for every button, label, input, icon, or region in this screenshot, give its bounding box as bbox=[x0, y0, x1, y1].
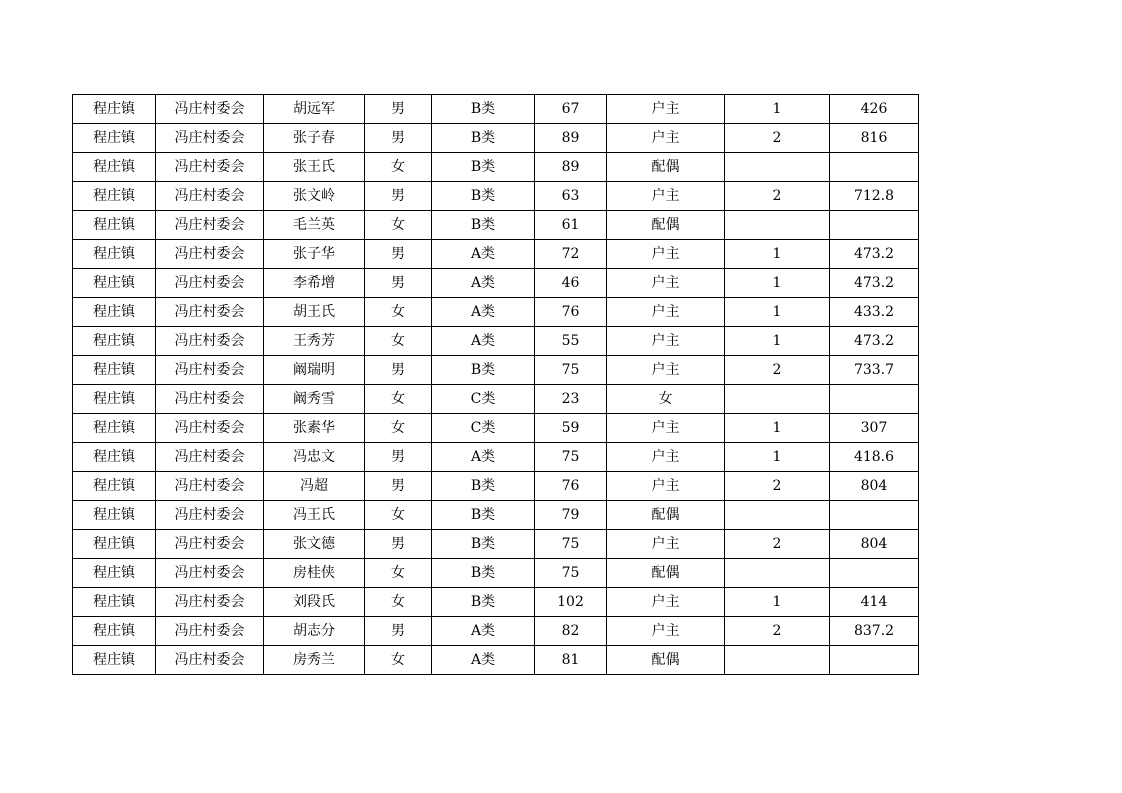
category-cell: B类 bbox=[432, 211, 535, 240]
gender-cell: 女 bbox=[365, 153, 432, 182]
amount-cell: 414 bbox=[830, 588, 919, 617]
relation-cell: 户主 bbox=[607, 124, 725, 153]
household-size-cell: 1 bbox=[725, 240, 830, 269]
relation-cell: 配偶 bbox=[607, 153, 725, 182]
relation-cell: 户主 bbox=[607, 327, 725, 356]
amount-cell bbox=[830, 385, 919, 414]
town-cell: 程庄镇 bbox=[73, 327, 156, 356]
village-committee-cell: 冯庄村委会 bbox=[156, 588, 264, 617]
name-cell: 王秀芳 bbox=[264, 327, 365, 356]
relation-cell: 户主 bbox=[607, 356, 725, 385]
table-row bbox=[73, 646, 919, 675]
age-cell: 76 bbox=[535, 472, 607, 501]
age-cell: 89 bbox=[535, 153, 607, 182]
town-cell: 程庄镇 bbox=[73, 182, 156, 211]
town-cell: 程庄镇 bbox=[73, 211, 156, 240]
name-cell: 李希增 bbox=[264, 269, 365, 298]
name-cell: 房秀兰 bbox=[264, 646, 365, 675]
relation-cell: 配偶 bbox=[607, 211, 725, 240]
age-cell: 75 bbox=[535, 356, 607, 385]
table-row bbox=[73, 559, 919, 588]
age-cell: 89 bbox=[535, 124, 607, 153]
village-committee-cell: 冯庄村委会 bbox=[156, 356, 264, 385]
town-cell: 程庄镇 bbox=[73, 559, 156, 588]
category-cell: B类 bbox=[432, 153, 535, 182]
category-cell: A类 bbox=[432, 327, 535, 356]
gender-cell: 男 bbox=[365, 443, 432, 472]
gender-cell: 男 bbox=[365, 124, 432, 153]
town-cell: 程庄镇 bbox=[73, 530, 156, 559]
age-cell: 82 bbox=[535, 617, 607, 646]
amount-cell bbox=[830, 153, 919, 182]
gender-cell: 男 bbox=[365, 182, 432, 211]
name-cell: 阚秀雪 bbox=[264, 385, 365, 414]
age-cell: 61 bbox=[535, 211, 607, 240]
name-cell: 阚瑞明 bbox=[264, 356, 365, 385]
amount-cell: 804 bbox=[830, 530, 919, 559]
household-size-cell: 1 bbox=[725, 95, 830, 124]
age-cell: 67 bbox=[535, 95, 607, 124]
relation-cell: 户主 bbox=[607, 298, 725, 327]
town-cell: 程庄镇 bbox=[73, 414, 156, 443]
gender-cell: 男 bbox=[365, 240, 432, 269]
household-size-cell bbox=[725, 501, 830, 530]
table-row bbox=[73, 588, 919, 617]
amount-cell: 473.2 bbox=[830, 327, 919, 356]
village-committee-cell: 冯庄村委会 bbox=[156, 472, 264, 501]
town-cell: 程庄镇 bbox=[73, 269, 156, 298]
amount-cell: 804 bbox=[830, 472, 919, 501]
relation-cell: 户主 bbox=[607, 182, 725, 211]
relation-cell: 户主 bbox=[607, 588, 725, 617]
category-cell: A类 bbox=[432, 646, 535, 675]
household-size-cell: 2 bbox=[725, 617, 830, 646]
amount-cell: 433.2 bbox=[830, 298, 919, 327]
relation-cell: 户主 bbox=[607, 414, 725, 443]
table-row bbox=[73, 501, 919, 530]
village-committee-cell: 冯庄村委会 bbox=[156, 269, 264, 298]
town-cell: 程庄镇 bbox=[73, 443, 156, 472]
relation-cell: 户主 bbox=[607, 95, 725, 124]
town-cell: 程庄镇 bbox=[73, 472, 156, 501]
category-cell: A类 bbox=[432, 443, 535, 472]
gender-cell: 女 bbox=[365, 327, 432, 356]
document-page bbox=[72, 94, 919, 675]
relation-cell: 户主 bbox=[607, 269, 725, 298]
age-cell: 102 bbox=[535, 588, 607, 617]
village-committee-cell: 冯庄村委会 bbox=[156, 211, 264, 240]
age-cell: 55 bbox=[535, 327, 607, 356]
category-cell: A类 bbox=[432, 269, 535, 298]
category-cell: B类 bbox=[432, 588, 535, 617]
amount-cell bbox=[830, 646, 919, 675]
gender-cell: 女 bbox=[365, 414, 432, 443]
amount-cell bbox=[830, 211, 919, 240]
name-cell: 张王氏 bbox=[264, 153, 365, 182]
age-cell: 75 bbox=[535, 559, 607, 588]
relation-cell: 配偶 bbox=[607, 501, 725, 530]
roster-table-body bbox=[73, 95, 919, 675]
name-cell: 胡远军 bbox=[264, 95, 365, 124]
age-cell: 76 bbox=[535, 298, 607, 327]
village-committee-cell: 冯庄村委会 bbox=[156, 95, 264, 124]
village-committee-cell: 冯庄村委会 bbox=[156, 501, 264, 530]
name-cell: 刘段氏 bbox=[264, 588, 365, 617]
table-row bbox=[73, 356, 919, 385]
household-size-cell: 1 bbox=[725, 443, 830, 472]
village-committee-cell: 冯庄村委会 bbox=[156, 182, 264, 211]
household-size-cell: 2 bbox=[725, 472, 830, 501]
category-cell: A类 bbox=[432, 240, 535, 269]
name-cell: 胡志分 bbox=[264, 617, 365, 646]
age-cell: 59 bbox=[535, 414, 607, 443]
category-cell: A类 bbox=[432, 298, 535, 327]
age-cell: 63 bbox=[535, 182, 607, 211]
village-committee-cell: 冯庄村委会 bbox=[156, 443, 264, 472]
gender-cell: 女 bbox=[365, 211, 432, 240]
town-cell: 程庄镇 bbox=[73, 240, 156, 269]
household-size-cell: 2 bbox=[725, 124, 830, 153]
household-size-cell: 1 bbox=[725, 327, 830, 356]
age-cell: 75 bbox=[535, 443, 607, 472]
table-row bbox=[73, 327, 919, 356]
town-cell: 程庄镇 bbox=[73, 646, 156, 675]
village-committee-cell: 冯庄村委会 bbox=[156, 559, 264, 588]
name-cell: 毛兰英 bbox=[264, 211, 365, 240]
age-cell: 75 bbox=[535, 530, 607, 559]
amount-cell: 418.6 bbox=[830, 443, 919, 472]
town-cell: 程庄镇 bbox=[73, 588, 156, 617]
household-size-cell: 1 bbox=[725, 298, 830, 327]
name-cell: 胡王氏 bbox=[264, 298, 365, 327]
relation-cell: 户主 bbox=[607, 443, 725, 472]
amount-cell: 712.8 bbox=[830, 182, 919, 211]
town-cell: 程庄镇 bbox=[73, 124, 156, 153]
amount-cell: 307 bbox=[830, 414, 919, 443]
village-committee-cell: 冯庄村委会 bbox=[156, 530, 264, 559]
relation-cell: 户主 bbox=[607, 472, 725, 501]
relation-cell: 配偶 bbox=[607, 646, 725, 675]
relation-cell: 配偶 bbox=[607, 559, 725, 588]
gender-cell: 男 bbox=[365, 356, 432, 385]
gender-cell: 男 bbox=[365, 617, 432, 646]
amount-cell bbox=[830, 559, 919, 588]
category-cell: B类 bbox=[432, 95, 535, 124]
age-cell: 72 bbox=[535, 240, 607, 269]
gender-cell: 男 bbox=[365, 269, 432, 298]
village-committee-cell: 冯庄村委会 bbox=[156, 153, 264, 182]
town-cell: 程庄镇 bbox=[73, 501, 156, 530]
amount-cell: 473.2 bbox=[830, 269, 919, 298]
amount-cell bbox=[830, 501, 919, 530]
table-row bbox=[73, 95, 919, 124]
table-row bbox=[73, 269, 919, 298]
age-cell: 23 bbox=[535, 385, 607, 414]
town-cell: 程庄镇 bbox=[73, 153, 156, 182]
roster-table bbox=[72, 94, 919, 675]
table-row bbox=[73, 414, 919, 443]
name-cell: 张文岭 bbox=[264, 182, 365, 211]
category-cell: A类 bbox=[432, 617, 535, 646]
gender-cell: 女 bbox=[365, 588, 432, 617]
table-row bbox=[73, 472, 919, 501]
village-committee-cell: 冯庄村委会 bbox=[156, 298, 264, 327]
amount-cell: 426 bbox=[830, 95, 919, 124]
household-size-cell bbox=[725, 153, 830, 182]
gender-cell: 男 bbox=[365, 530, 432, 559]
name-cell: 冯超 bbox=[264, 472, 365, 501]
household-size-cell: 2 bbox=[725, 530, 830, 559]
village-committee-cell: 冯庄村委会 bbox=[156, 646, 264, 675]
amount-cell: 473.2 bbox=[830, 240, 919, 269]
category-cell: B类 bbox=[432, 356, 535, 385]
gender-cell: 女 bbox=[365, 298, 432, 327]
relation-cell: 户主 bbox=[607, 530, 725, 559]
amount-cell: 816 bbox=[830, 124, 919, 153]
household-size-cell: 2 bbox=[725, 182, 830, 211]
category-cell: B类 bbox=[432, 559, 535, 588]
category-cell: C类 bbox=[432, 385, 535, 414]
name-cell: 张子华 bbox=[264, 240, 365, 269]
name-cell: 冯王氏 bbox=[264, 501, 365, 530]
table-row bbox=[73, 443, 919, 472]
household-size-cell: 1 bbox=[725, 269, 830, 298]
gender-cell: 女 bbox=[365, 501, 432, 530]
amount-cell: 837.2 bbox=[830, 617, 919, 646]
category-cell: C类 bbox=[432, 414, 535, 443]
village-committee-cell: 冯庄村委会 bbox=[156, 617, 264, 646]
gender-cell: 女 bbox=[365, 559, 432, 588]
village-committee-cell: 冯庄村委会 bbox=[156, 240, 264, 269]
name-cell: 张文德 bbox=[264, 530, 365, 559]
name-cell: 张素华 bbox=[264, 414, 365, 443]
household-size-cell: 1 bbox=[725, 588, 830, 617]
gender-cell: 男 bbox=[365, 95, 432, 124]
table-row bbox=[73, 211, 919, 240]
gender-cell: 女 bbox=[365, 646, 432, 675]
relation-cell: 户主 bbox=[607, 240, 725, 269]
category-cell: B类 bbox=[432, 124, 535, 153]
category-cell: B类 bbox=[432, 501, 535, 530]
town-cell: 程庄镇 bbox=[73, 298, 156, 327]
name-cell: 冯忠文 bbox=[264, 443, 365, 472]
table-row bbox=[73, 153, 919, 182]
village-committee-cell: 冯庄村委会 bbox=[156, 414, 264, 443]
relation-cell: 女 bbox=[607, 385, 725, 414]
table-row bbox=[73, 182, 919, 211]
household-size-cell: 1 bbox=[725, 414, 830, 443]
age-cell: 81 bbox=[535, 646, 607, 675]
town-cell: 程庄镇 bbox=[73, 617, 156, 646]
relation-cell: 户主 bbox=[607, 617, 725, 646]
name-cell: 房桂侠 bbox=[264, 559, 365, 588]
village-committee-cell: 冯庄村委会 bbox=[156, 124, 264, 153]
village-committee-cell: 冯庄村委会 bbox=[156, 385, 264, 414]
town-cell: 程庄镇 bbox=[73, 385, 156, 414]
gender-cell: 男 bbox=[365, 472, 432, 501]
table-row bbox=[73, 617, 919, 646]
category-cell: B类 bbox=[432, 472, 535, 501]
household-size-cell bbox=[725, 211, 830, 240]
table-row bbox=[73, 385, 919, 414]
town-cell: 程庄镇 bbox=[73, 356, 156, 385]
town-cell: 程庄镇 bbox=[73, 95, 156, 124]
household-size-cell: 2 bbox=[725, 356, 830, 385]
household-size-cell bbox=[725, 559, 830, 588]
amount-cell: 733.7 bbox=[830, 356, 919, 385]
household-size-cell bbox=[725, 646, 830, 675]
table-row bbox=[73, 530, 919, 559]
table-row bbox=[73, 240, 919, 269]
gender-cell: 女 bbox=[365, 385, 432, 414]
age-cell: 46 bbox=[535, 269, 607, 298]
table-row bbox=[73, 124, 919, 153]
household-size-cell bbox=[725, 385, 830, 414]
category-cell: B类 bbox=[432, 182, 535, 211]
category-cell: B类 bbox=[432, 530, 535, 559]
age-cell: 79 bbox=[535, 501, 607, 530]
table-row bbox=[73, 298, 919, 327]
name-cell: 张子春 bbox=[264, 124, 365, 153]
village-committee-cell: 冯庄村委会 bbox=[156, 327, 264, 356]
